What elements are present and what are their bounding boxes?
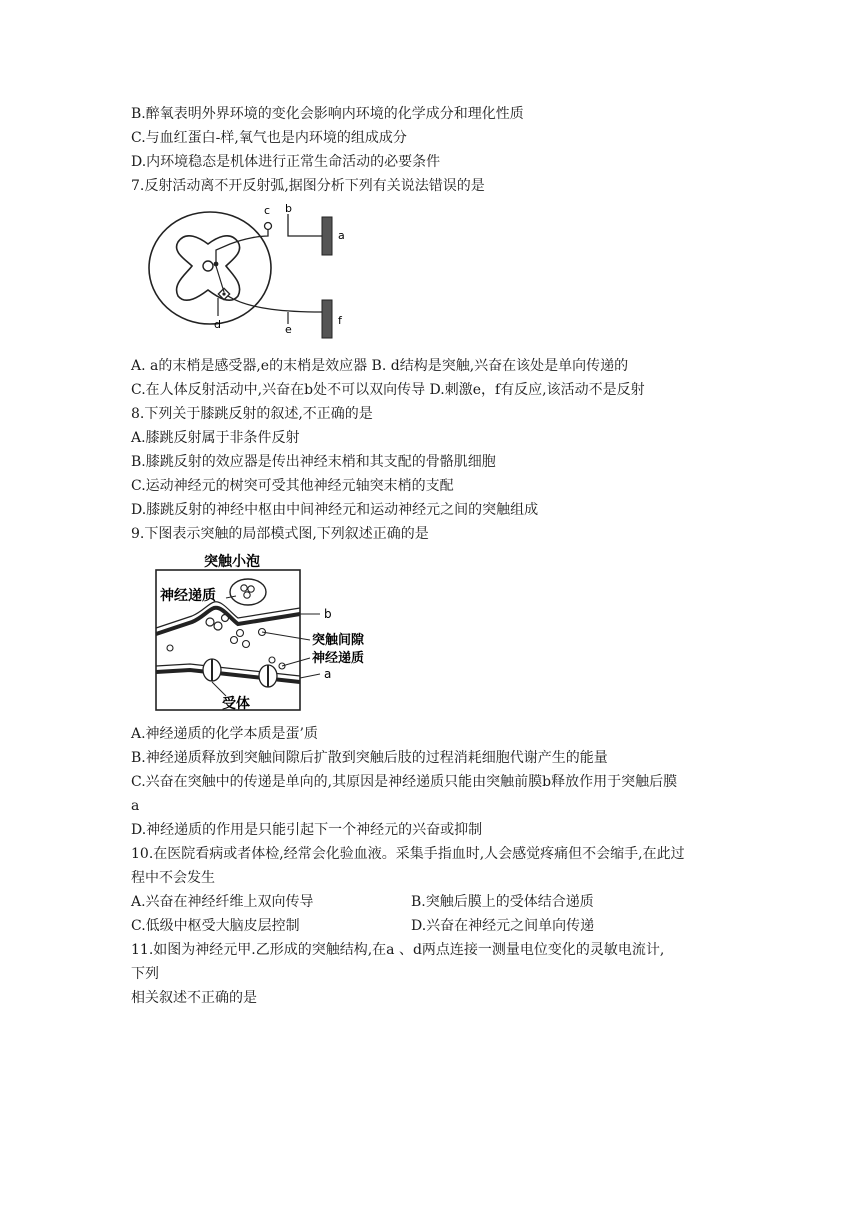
reflex-arc-figure [140,200,360,340]
label-vesicle: 突触小泡 [204,554,260,570]
label-a: a [338,229,345,242]
text-line: D.内环境稳态是机体进行正常生命活动的必要条件 [131,154,441,170]
label-cleft: 突触间隙 [312,633,365,648]
text-line: A. a的末梢是感受器,e的末梢是效应器 B. d结构是突触,兴奋在该处是单向传递的 [131,358,629,374]
label-transmitter-2: 神经递质 [312,651,365,666]
option-d: D.兴奋在神经元之间单向传递 [411,918,595,934]
label-f: f [338,314,342,327]
text-line: C.在人体反射活动中,兴奋在b处不可以双向传导 D.刺激e，f有反应,该活动不是反射 [131,382,645,398]
text-line: D.神经递质的作用是只能引起下一个神经元的兴奋或抑制 [131,822,483,838]
question-10: 10.在医院看病或者体检,经常会化验血液。采集手指血时,人会感觉疼痛但不会缩手,在此过 [131,846,685,862]
text-line: C.运动神经元的树突可受其他神经元轴突末梢的支配 [131,478,454,494]
text-line: a [131,798,140,814]
question-8: 8.下列关于膝跳反射的叙述,不正确的是 [131,406,373,422]
text-line: B.膝跳反射的效应器是传出神经末梢和其支配的骨骼肌细胞 [131,454,496,470]
label-b: b [324,607,332,621]
label-b: b [285,202,292,215]
question-9: 9.下图表示突触的局部模式图,下列叙述正确的是 [131,526,429,542]
text-line: 程中不会发生 [131,870,215,886]
question-7: 7.反射活动离不开反射弧,据图分析下列有关说法错误的是 [131,178,485,194]
text-line: B.醉氧表明外界环境的变化会影响内环境的化学成分和理化性质 [131,106,524,122]
option-b: B.突触后膜上的受体结合递质 [411,894,594,910]
label-d: d [214,318,221,331]
label-c: c [264,204,271,217]
label-transmitter: 神经递质 [160,588,216,604]
text-line: A.神经递质的化学本质是蛋’质 [131,726,319,742]
option-c: C.低级中枢受大脑皮层控制 [131,918,300,934]
text-line: C.兴奋在突触中的传递是单向的,其原因是神经递质只能由突触前膜b释放作用于突触后膜 [131,774,678,790]
text-line: B.神经递质释放到突触间隙后扩散到突触后肢的过程消耗细胞代谢产生的能量 [131,750,608,766]
text-line: 相关叙述不正确的是 [131,990,257,1006]
text-line: 下列 [131,966,159,982]
text-line: C.与血红蛋白-样,氧气也是内环境的组成成分 [131,130,407,146]
text-line: D.膝跳反射的神经中枢由中间神经元和运动神经元之间的突触组成 [131,502,539,518]
option-a: A.兴奋在神经纤维上双向传导 [131,894,314,910]
text-line: A.膝跳反射属于非条件反射 [131,430,300,446]
label-a: a [324,667,332,681]
label-e: e [285,323,292,336]
label-receptor: 受体 [222,696,250,712]
question-11: 11.如图为神经元甲.乙形成的突触结构,在a 、d两点连接一测量电位变化的灵敏电流计, [131,942,665,958]
synapse-figure [150,548,370,718]
